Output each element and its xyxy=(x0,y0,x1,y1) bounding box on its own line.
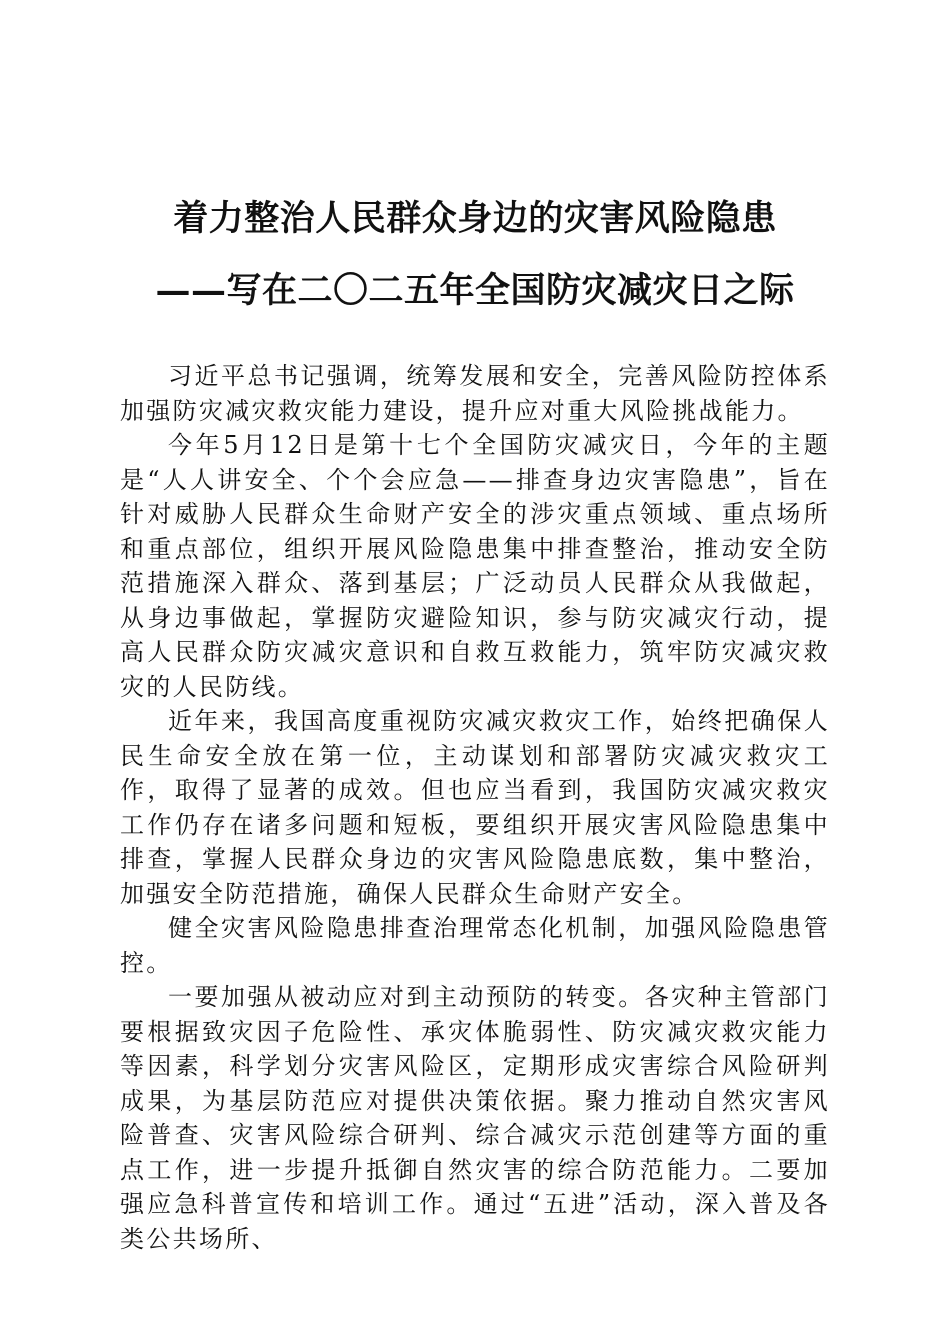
document-title: 着力整治人民群众身边的灾害风险隐患 xyxy=(173,198,777,239)
paragraph-theme: 今年5月12日是第十七个全国防灾减灾日，今年的主题是“人人讲安全、个个会应急——排查身边灾害隐患”，旨在针对威胁人民群众生命财产安全的涉灾重点领域、重点场所和重点部位，组织开展风险隐患集中排查整治，推动安全防范措施深入群众、落到基层；广泛动员人民群众从我做起，从身边事做起，掌握防灾避险知识，参与防灾减灾行动，提高人民群众防灾减灾意识和自救互救能力，筑牢防灾减灾救灾的人民防线。 xyxy=(120,431,830,701)
paragraph-recent-years: 近年来，我国高度重视防灾减灾救灾工作，始终把确保人民生命安全放在第一位，主动谋划和部署防灾减灾救灾工作，取得了显著的成效。但也应当看到，我国防灾减灾救灾工作仍存在诸多问题和短板，要组织开展灾害风险隐患集中排查，掌握人民群众身边的灾害风险隐患底数，集中整治，加强安全防范措施，确保人民群众生命财产安全。 xyxy=(120,707,830,908)
document-subtitle: ——写在二〇二五年全国防灾减灾日之际 xyxy=(155,270,795,311)
document-body xyxy=(120,359,830,1256)
paragraph-intro: 习近平总书记强调，统筹发展和安全，完善风险防控体系加强防灾减灾救灾能力建设，提升应对重大风险挑战能力。 xyxy=(120,362,830,425)
paragraph-mechanism: 健全灾害风险隐患排查治理常态化机制，加强风险隐患管控。 xyxy=(120,914,830,977)
paragraph-measures: 一要加强从被动应对到主动预防的转变。各灾种主管部门要根据致灾因子危险性、承灾体脆弱性、防灾减灾救灾能力等因素，科学划分灾害风险区，定期形成灾害综合风险研判成果，为基层防范应对提供决策依据。聚力推动自然灾害风险普查、灾害风险综合研判、综合减灾示范创建等方面的重点工作，进一步提升抵御自然灾害的综合防范能力。二要加强应急科普宣传和培训工作。通过“五进”活动，深入普及各类公共场所、 xyxy=(120,983,830,1253)
